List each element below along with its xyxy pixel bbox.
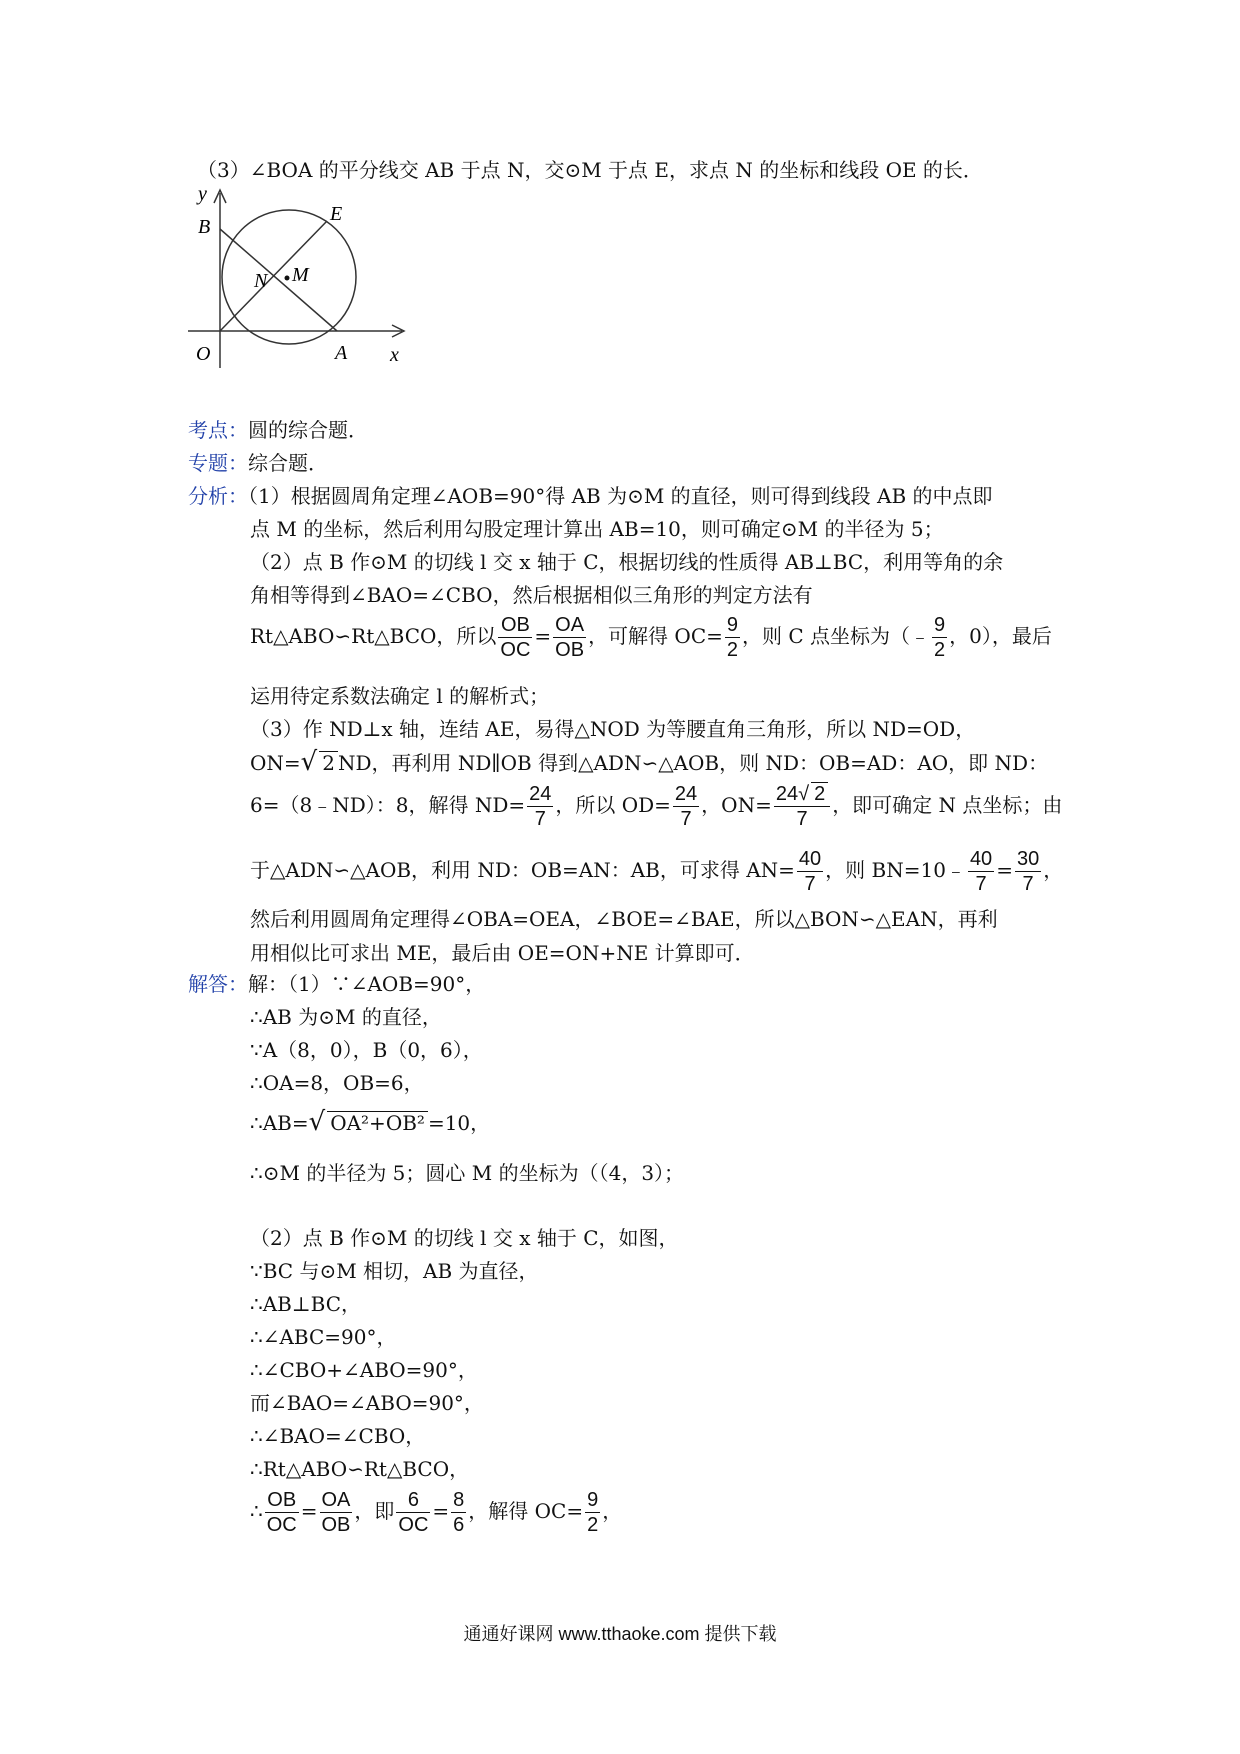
fenxi-l4: 角相等得到∠BAO=∠CBO，然后根据相似三角形的判定方法有 — [250, 583, 813, 607]
fenxi-l3: （2）点 B 作⊙M 的切线 l 交 x 轴于 C，根据切线的性质得 AB⊥BC，利用等角的余 — [250, 550, 1004, 574]
fenxi-l8a: ON= — [250, 751, 301, 775]
fenxi-l5a: Rt△ABO∽Rt△BCO，所以 — [250, 624, 497, 648]
point-m — [285, 276, 290, 281]
frac-den: 2 — [587, 1514, 599, 1536]
fraction-oa-ob — [320, 1488, 353, 1537]
jieda-t6: 而∠BAO=∠ABO=90°， — [250, 1391, 484, 1415]
jieda-line-1 — [188, 972, 485, 996]
frac-num: 8 — [453, 1489, 465, 1511]
jieda-t1: （2）点 B 作⊙M 的切线 l 交 x 轴于 C，如图， — [250, 1226, 679, 1250]
fraction-24root2-7 — [774, 782, 830, 831]
frac-den: 7 — [1022, 873, 1034, 895]
jieda-t7: ∴∠BAO=∠CBO， — [250, 1424, 426, 1448]
frac-den: OC — [398, 1514, 429, 1536]
fenxi-label: 分析： — [188, 484, 248, 508]
fenxi-l12: 用相似比可求出 ME，最后由 OE=ON+NE 计算即可． — [250, 941, 755, 965]
fenxi-l6: 运用待定系数法确定 l 的解析式； — [250, 684, 550, 708]
frac-num — [774, 782, 830, 807]
fenxi-l10b: ，则 BN=10﹣ — [825, 858, 966, 882]
jieda-label: 解答： — [188, 972, 248, 996]
page-footer: 通通好课网 www.tthaoke.com 提供下载 — [463, 1624, 777, 1644]
radical-sign: √ — [798, 783, 810, 805]
frac-den: OC — [500, 639, 531, 661]
fenxi-l5d: ，0），最后 — [949, 624, 1052, 648]
jieda-s5a: ∴AB= — [250, 1111, 309, 1135]
fraction-40-7 — [797, 847, 823, 896]
fraction-ob-oc — [498, 613, 532, 662]
label-x: x — [390, 344, 399, 366]
frac-num: 24 — [674, 783, 698, 805]
kaodian-text: 圆的综合题． — [248, 418, 368, 442]
fraction-30-7 — [1015, 847, 1041, 896]
fenxi-l9d: ，即可确定 N 点坐标；由 — [832, 793, 1063, 817]
fenxi-l10a: 于△ADN∽△AOB，利用 ND：OB=AN：AB，可求得 AN= — [250, 858, 795, 882]
frac-den: OB — [555, 639, 585, 661]
fenxi-l9b: ，所以 OD= — [555, 793, 671, 817]
fraction-oa-ob — [553, 613, 586, 662]
label-b: B — [198, 216, 211, 238]
fenxi-l9a: 6=（8﹣ND）：8，解得 ND= — [250, 793, 526, 817]
sqrt-2: 2 — [811, 782, 828, 805]
frac-num: 24 — [529, 783, 552, 805]
label-e: E — [330, 203, 343, 225]
fraction-8-6 — [451, 1488, 466, 1537]
frac-num: OA — [321, 1489, 351, 1511]
kaodian-row — [188, 418, 368, 442]
jieda-s2: ∴AB 为⊙M 的直径， — [250, 1005, 442, 1029]
frac-den: 2 — [726, 639, 739, 661]
kaodian-label: 考点： — [188, 418, 248, 442]
frac-num: 40 — [969, 848, 993, 870]
radical-sign: √ — [300, 747, 318, 777]
fenxi-l11: 然后利用圆周角定理得∠OBA=OEA，∠BOE=∠BAE，所以△BON∽△EAN，再利 — [250, 907, 998, 931]
fenxi-l8b: ND，再利用 ND∥OB 得到△ADN∽△AOB，则 ND：OB=AD：AO，即 ND： — [337, 751, 1049, 775]
frac-num: 40 — [798, 848, 822, 870]
fenxi-l2: 点 M 的坐标，然后利用勾股定理计算出 AB=10，则可确定⊙M 的半径为 5； — [250, 517, 944, 541]
frac-num: 9 — [587, 1489, 599, 1511]
label-n: N — [254, 270, 268, 292]
equals: = — [300, 1499, 318, 1523]
fenxi-line-1 — [188, 484, 993, 508]
fenxi-l10c: = — [996, 858, 1013, 882]
frac-den: OC — [266, 1514, 297, 1536]
jieda-t9b: ，即 — [354, 1499, 395, 1523]
zhuanti-label: 专题： — [188, 451, 248, 475]
sqrt-2: 2 — [319, 751, 338, 774]
frac-den: 6 — [453, 1514, 465, 1536]
jieda-s1: 解：（1）∵∠AOB=90°， — [248, 972, 486, 996]
frac-den: 7 — [804, 873, 816, 895]
label-o: O — [196, 343, 211, 365]
jieda-s6: ∴⊙M 的半径为 5；圆心 M 的坐标为（（4，3）； — [250, 1161, 685, 1185]
jieda-t5: ∴∠CBO+∠ABO=90°， — [250, 1358, 478, 1382]
frac-num-24: 24 — [775, 783, 799, 805]
fraction-ob-oc — [265, 1488, 299, 1537]
frac-num: 6 — [396, 1488, 430, 1513]
jieda-t4: ∴∠ABC=90°， — [250, 1325, 397, 1349]
fenxi-l8 — [250, 747, 1049, 777]
fenxi-l9 — [250, 782, 1062, 831]
fenxi-l9c: ，ON= — [701, 793, 772, 817]
frac-den: 7 — [680, 808, 692, 830]
equals: = — [432, 1499, 450, 1523]
frac-num: OB — [265, 1488, 299, 1513]
jieda-t9a: ∴ — [250, 1499, 263, 1523]
jieda-t9d: ， — [602, 1499, 623, 1523]
fraction-6-oc — [396, 1488, 430, 1537]
label-y: y — [198, 185, 207, 205]
jieda-s3: ∵A（8，0），B（0，6）， — [250, 1038, 483, 1062]
fraction-9-2 — [585, 1488, 600, 1537]
fraction-40-7 — [968, 847, 994, 896]
zhuanti-text: 综合题． — [248, 451, 328, 475]
frac-den: 7 — [975, 873, 987, 895]
fenxi-l7: （3）作 ND⊥x 轴，连结 AE，易得△NOD 为等腰直角三角形，所以 ND=OD， — [250, 717, 976, 741]
frac-num: OA — [555, 614, 585, 636]
frac-den: 7 — [534, 808, 546, 830]
fraction-9-2 — [932, 613, 947, 662]
jieda-t2: ∵BC 与⊙M 相切，AB 为直径， — [250, 1259, 539, 1283]
jieda-s5b: =10， — [427, 1111, 491, 1135]
equals: = — [534, 624, 552, 648]
jieda-s4: ∴OA=8，OB=6， — [250, 1071, 424, 1095]
jieda-s5 — [250, 1107, 491, 1137]
fenxi-l1: （1）根据圆周角定理∠AOB=90°得 AB 为⊙M 的直径，则可得到线段 AB 的中点即 — [248, 484, 993, 508]
radical-sign: √ — [308, 1107, 326, 1137]
frac-den: 7 — [796, 808, 808, 830]
sqrt-oa2-ob2: OA²+OB² — [327, 1111, 428, 1134]
frac-num: 9 — [934, 614, 946, 636]
frac-den: 2 — [934, 639, 946, 661]
segment-ba — [220, 229, 337, 331]
frac-num: 30 — [1016, 848, 1040, 870]
label-m: M — [292, 264, 309, 286]
frac-num: 9 — [726, 614, 739, 636]
fraction-9-2 — [725, 613, 740, 662]
fenxi-l5c: ，则 C 点坐标为（﹣ — [742, 624, 931, 648]
segment-oe — [220, 221, 327, 331]
fraction-24-7 — [673, 782, 699, 831]
circle-figure — [180, 185, 420, 375]
fraction-24-7 — [527, 782, 553, 831]
fenxi-l10d: ， — [1043, 858, 1064, 882]
jieda-t9 — [250, 1488, 622, 1537]
jieda-t8: ∴Rt△ABO∽Rt△BCO， — [250, 1457, 470, 1481]
jieda-t3: ∴AB⊥BC， — [250, 1292, 362, 1316]
fenxi-l5b: ，可解得 OC= — [588, 624, 723, 648]
frac-num: OB — [498, 613, 532, 638]
fenxi-l5 — [250, 613, 1052, 662]
jieda-t9c: ，解得 OC= — [468, 1499, 584, 1523]
label-a: A — [335, 342, 348, 364]
frac-den: OB — [321, 1514, 351, 1536]
question-text: （3）∠BOA 的平分线交 AB 于点 N，交⊙M 于点 E，求点 N 的坐标和线段 OE 的长． — [197, 158, 983, 182]
zhuanti-row — [188, 451, 328, 475]
fenxi-l10 — [250, 847, 1063, 896]
